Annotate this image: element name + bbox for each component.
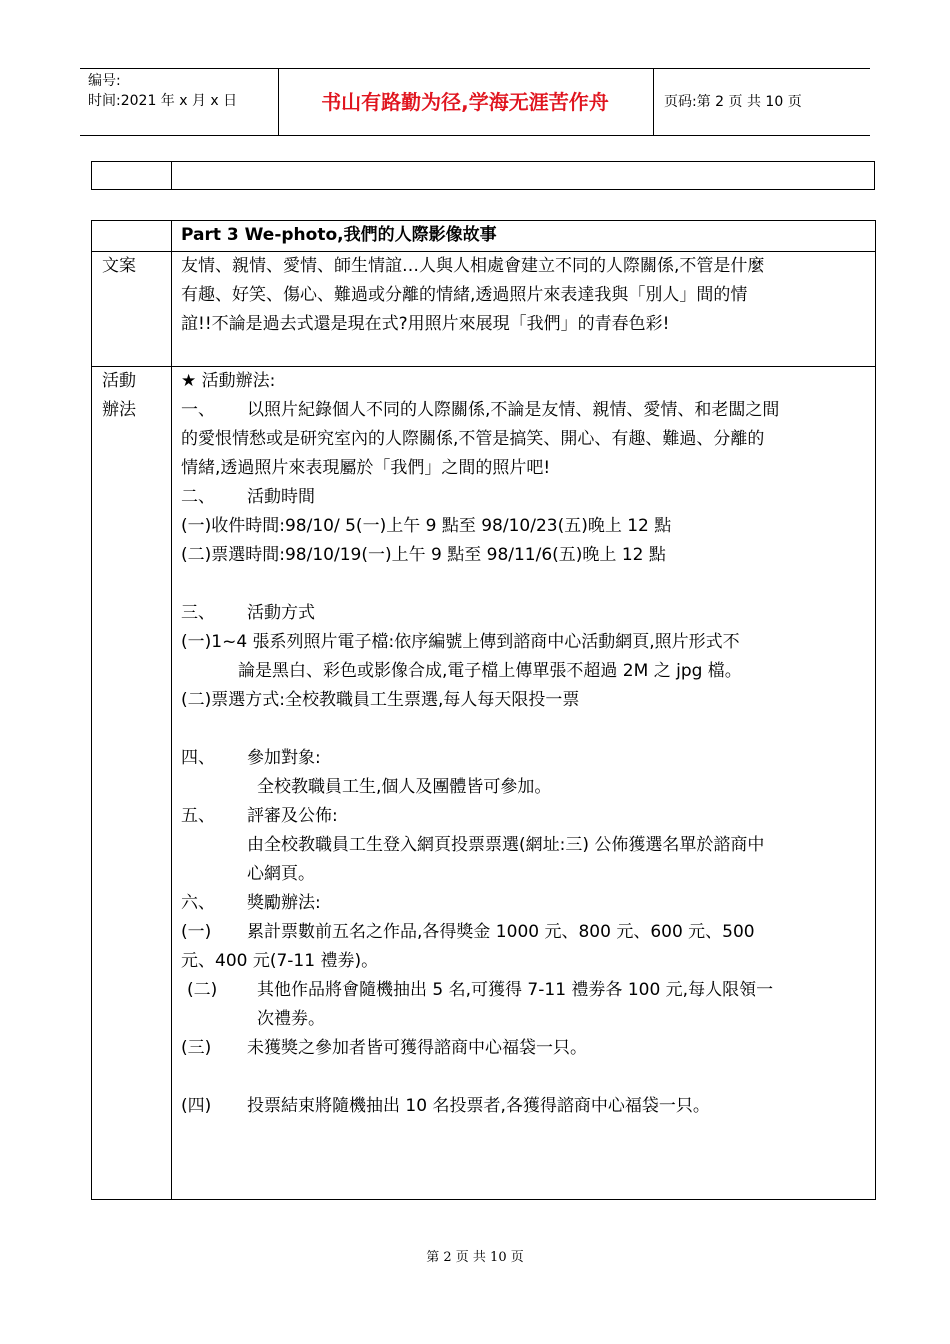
- copy-text: [181, 252, 871, 339]
- header-divider: [653, 69, 654, 135]
- copy-label: 文案: [102, 256, 136, 276]
- copy-line: 友情、親情、愛情、師生情誼…人與人相處會建立不同的人際關係,不管是什麼: [181, 256, 765, 276]
- activity-body: [181, 367, 871, 1121]
- header-motto: 书山有路勤为径,学海无涯苦作舟: [321, 90, 609, 114]
- section-number: 一、: [181, 400, 215, 420]
- section-title: 活動時間: [247, 487, 315, 507]
- section-1-line: 的愛恨情愁或是研究室內的人際關係,不管是搞笑、開心、有趣、難過、分離的: [181, 429, 765, 449]
- page-header: [80, 68, 870, 136]
- section-number: 四、: [181, 748, 215, 768]
- header-meta: [88, 71, 280, 111]
- table-divider: [171, 162, 172, 189]
- reward-item-continued: 次禮劵。: [257, 1009, 325, 1029]
- section-number: 六、: [181, 893, 215, 913]
- section-2-item: (二)票選時間:98/10/19(一)上午 9 點至 98/11/6(五)晚上 12 點: [181, 545, 666, 565]
- section-5-body: 由全校教職員工生登入網頁投票票選(網址:三) 公佈獲選名單於諮商中: [247, 835, 765, 855]
- section-number: 三、: [181, 603, 215, 623]
- section-2-heading: [181, 483, 871, 512]
- reward-text: 投票結束將隨機抽出 10 名投票者,各獲得諮商中心福袋一只。: [247, 1096, 710, 1116]
- activity-heading: ★ 活動辦法:: [181, 371, 276, 391]
- reward-number: (四): [181, 1096, 212, 1116]
- reward-number: (二): [187, 980, 218, 1000]
- activity-label-line: 辦法: [102, 400, 136, 420]
- section-1-line: [181, 396, 871, 425]
- section-number: 五、: [181, 806, 215, 826]
- section-3-heading: [181, 599, 871, 628]
- section-title: 活動方式: [247, 603, 315, 623]
- reward-number: (三): [181, 1038, 212, 1058]
- section-title: 參加對象:: [247, 748, 321, 768]
- reward-item: [181, 1092, 871, 1121]
- reward-item: [181, 918, 871, 947]
- copy-line: 有趣、好笑、傷心、難過或分離的情緒,透過照片來表達我與「別人」間的情: [181, 285, 748, 305]
- section-5-body: 心網頁。: [247, 864, 315, 884]
- reward-text: 未獲獎之參加者皆可獲得諮商中心福袋一只。: [247, 1038, 587, 1058]
- section-3-item-continued: 論是黑白、彩色或影像合成,電子檔上傳單張不超過 2M 之 jpg 檔。: [238, 661, 742, 681]
- reward-item: [181, 1034, 871, 1063]
- section-3-item: (一)1~4 張系列照片電子檔:依序編號上傳到諮商中心活動網頁,照片形式不: [181, 632, 740, 652]
- blank-line: [181, 1063, 871, 1092]
- activity-table: [91, 220, 876, 1200]
- section-6-heading: [181, 889, 871, 918]
- reward-number: (一): [181, 922, 212, 942]
- table-title: Part 3 We-photo,我們的人際影像故事: [181, 225, 497, 245]
- reward-item-continued: 元、400 元(7-11 禮劵)。: [181, 951, 379, 971]
- section-4-body: 全校教職員工生,個人及團體皆可參加。: [257, 777, 552, 797]
- document-date: 时间:2021 年 x 月 x 日: [88, 93, 238, 109]
- reward-text: 其他作品將會隨機抽出 5 名,可獲得 7-11 禮劵各 100 元,每人限領一: [257, 980, 774, 1000]
- section-text: 以照片紀錄個人不同的人際關係,不論是友情、親情、愛情、和老闆之間: [247, 400, 780, 420]
- activity-label-line: 活動: [102, 371, 136, 391]
- reward-item: [181, 976, 871, 1005]
- empty-table: [91, 161, 875, 190]
- copy-line: 誼!!不論是過去式還是現在式?用照片來展現「我們」的青春色彩!: [181, 314, 670, 334]
- blank-line: [181, 715, 871, 744]
- reward-text: 累計票數前五名之作品,各得獎金 1000 元、800 元、600 元、500: [247, 922, 755, 942]
- section-1-line: 情緒,透過照片來表現屬於「我們」之間的照片吧!: [181, 458, 551, 478]
- document-number: 编号:: [88, 73, 121, 89]
- section-title: 獎勵辦法:: [247, 893, 321, 913]
- blank-line: [181, 570, 871, 599]
- section-title: 評審及公佈:: [247, 806, 338, 826]
- table-column-divider: [171, 221, 172, 1199]
- section-5-heading: [181, 802, 871, 831]
- page-footer: 第 2 页 共 10 页: [426, 1250, 524, 1265]
- table-title-cell: [181, 221, 871, 250]
- section-number: 二、: [181, 487, 215, 507]
- section-2-item: (一)收件時間:98/10/ 5(一)上午 9 點至 98/10/23(五)晚上 12 點: [181, 516, 672, 536]
- section-4-heading: [181, 744, 871, 773]
- activity-label: [102, 367, 162, 425]
- header-page-info: 页码:第 2 页 共 10 页: [664, 94, 802, 110]
- section-3-item: (二)票選方式:全校教職員工生票選,每人每天限投一票: [181, 690, 580, 710]
